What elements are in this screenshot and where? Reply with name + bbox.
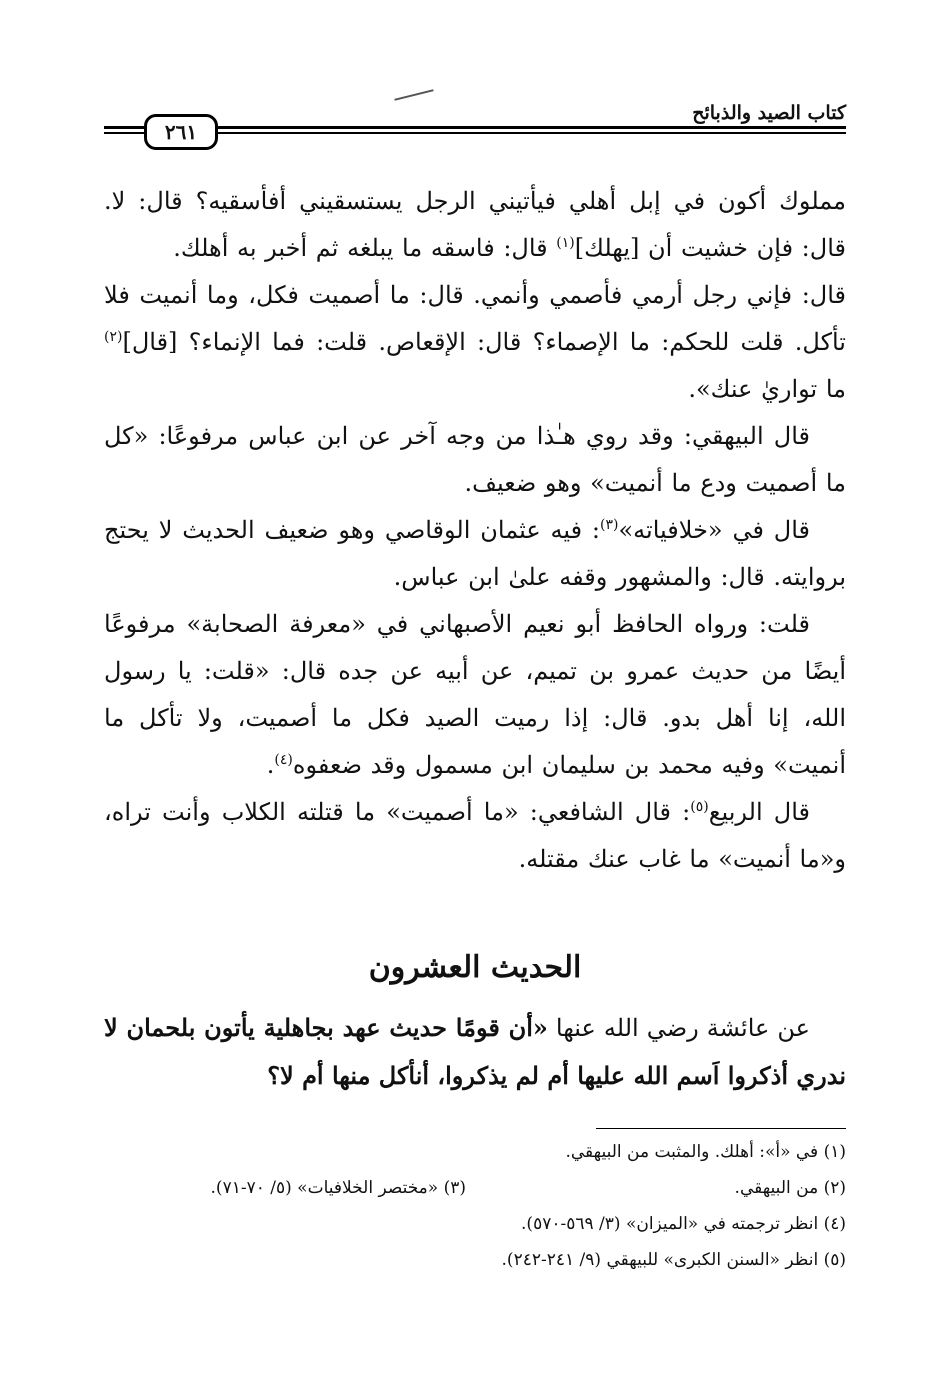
paragraph: مملوك أكون في إبل أهلي فيأتيني الرجل يستسقيني أفأسقيه؟ قال: لا. قال: فإن خشيت أن [يهلك]$^{(١)}$ قال: فاسقه ما يبلغه ثم أخبر به أهلك.: [104, 187, 846, 262]
body-text: [104, 178, 846, 883]
footnote-row: [104, 1170, 846, 1206]
footnote-1: (١) في «أ»: أهلك. والمثبت من البيهقي.: [565, 1142, 846, 1162]
running-title: كتاب الصيد والذبائح: [692, 102, 846, 124]
paragraph: قال: فإني رجل أرمي فأصمي وأنمي. قال: ما أصميت فكل، وما أنميت فلا تأكل. قلت للحكم: ما الإصماء؟ قال: الإقعاص. قلت: فما الإنماء؟ [قال]$^{(٢)}$ ما تواريٰ عنك».: [104, 281, 846, 403]
paragraph: قال الربيع$^{(٥)}$: قال الشافعي: «ما أصميت» ما قتلته الكلاب وأنت تراه، و«ما أنميت» ما غاب عنك مقتله.: [104, 798, 846, 873]
book-page: [104, 88, 846, 1348]
page-number: ٢٦١: [144, 114, 218, 150]
footnote-3: (٣) «مختصر الخلافيات» (٥/ ٧٠-٧١).: [210, 1178, 466, 1198]
footnotes: [104, 1134, 846, 1278]
footnote-row: [104, 1134, 846, 1170]
footnote-ref: (٤): [274, 752, 293, 768]
pen-mark: [394, 89, 433, 101]
footnote-4: (٤) انظر ترجمته في «الميزان» (٣/ ٥٦٩-٥٧٠).: [521, 1214, 846, 1234]
paragraph: قلت: ورواه الحافظ أبو نعيم الأصبهاني في «معرفة الصحابة» مرفوعًا أيضًا من حديث عمرو بن تميم، عن أبيه عن جده قال: «قلت: يا رسول الله، إنا أهل بدو. قال: إذا رميت الصيد فكل ما أصميت، ولا تأكل ما أنميت» وفيه محمد بن سليمان ابن مسمول وقد ضعفوه$^{(٤)}$.: [104, 610, 846, 779]
paragraph: قال في «خلافياته»$^{(٣)}$: فيه عثمان الوقاصي وهو ضعيف الحديث لا يحتج بروايته. قال: والمشهور وقفه علىٰ ابن عباس.: [104, 516, 846, 591]
paragraph: قال البيهقي: وقد روي هـٰذا من وجه آخر عن ابن عباس مرفوعًا: «كل ما أصميت ودع ما أنميت» وهو ضعيف.: [104, 422, 846, 497]
footnote-ref: (٥): [690, 799, 709, 815]
footnote-5: (٥) انظر «السنن الكبرى» للبيهقي (٩/ ٢٤١-٢٤٢).: [501, 1250, 846, 1270]
footnote-row: [104, 1206, 846, 1242]
footnote-2: (٢) من البيهقي.: [734, 1178, 846, 1198]
footnote-ref: (٣): [600, 517, 619, 533]
hadith-quote: «أن قومًا حديث عهد بجاهلية يأتون بلحمان لا ندري أذكروا اَسم الله عليها أم لم يذكروا، أنأكل منها أم لا؟: [104, 1013, 846, 1090]
footnote-ref: (٢): [104, 329, 123, 345]
page-header: [104, 88, 846, 150]
hadith-text: [104, 1004, 846, 1100]
footnote-row: [104, 1242, 846, 1278]
section-heading: الحديث العشرون: [368, 950, 582, 985]
footnote-ref: (١): [556, 235, 575, 251]
hadith-intro: عن عائشة رضي الله عنها: [547, 1014, 810, 1042]
footnote-separator: [596, 1128, 846, 1129]
